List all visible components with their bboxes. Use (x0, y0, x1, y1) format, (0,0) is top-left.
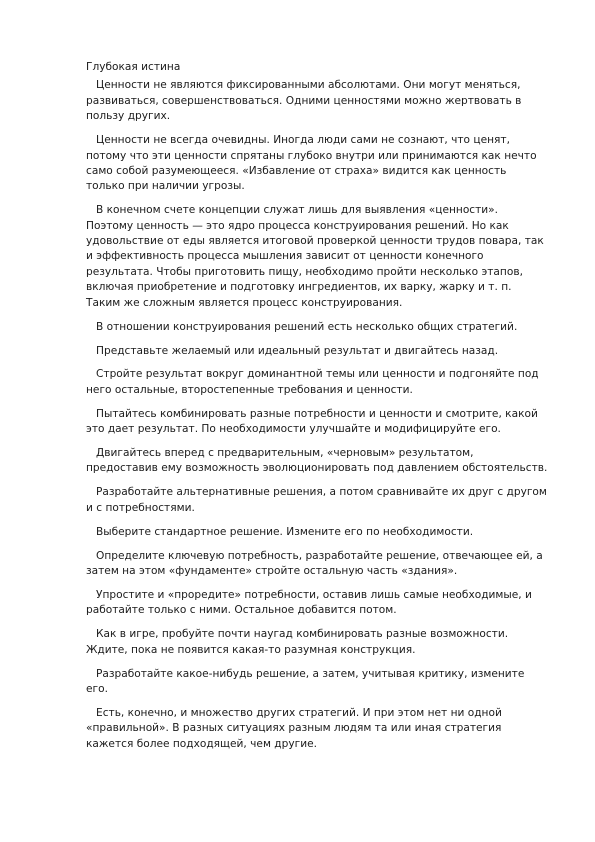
paragraph: В конечном счете концепции служат лишь для выявления «ценности». Поэтому ценность — это ядро процесса конструирования решений. Но как удовольствие от еды является итоговой проверкой ценности трудов повара, так и эффективность процесса мышления зависит от ценности конечного результата. Чтобы приготовить пищу, необходимо пройти несколько этапов, включая приобретение и подготовку ингредиентов, их варку, жарку и т. п. Таким же сложным является процесс конструирования. (86, 204, 544, 309)
paragraph: Ценности не всегда очевидны. Иногда люди сами не сознают, что ценят, потому что эти ценности спрятаны глубоко внутри или принимаются как нечто само собой разумеющееся. «Избавление от страха» видится как ценность только при наличии угрозы. (86, 134, 537, 193)
document-page (86, 60, 548, 761)
paragraph: Стройте результат вокруг доминантной темы или ценности и подгоняйте под него остальные, второстепенные требования и ценности. (86, 368, 539, 396)
paragraph: Двигайтесь вперед с предварительным, «черновым» результатом, предоставив ему возможность эволюционировать под давлением обстоятельств. (86, 447, 548, 475)
paragraph: Есть, конечно, и множество других стратегий. И при этом нет ни одной «правильной». В разных ситуациях разным людям та или иная стратегия кажется более подходящей, чем другие. (86, 706, 502, 750)
paragraph: Представьте желаемый или идеальный результат и двигайтесь назад. (96, 344, 499, 357)
paragraph: Как в игре, пробуйте почти наугад комбинировать разные возможности. Ждите, пока не появится какая-то разумная конструкция. (86, 628, 509, 656)
paragraph: Ценности не являются фиксированными абсолютами. Они могут меняться, развиваться, совершенствоваться. Одними ценностями можно жертвовать в пользу других. (86, 79, 522, 123)
paragraph: Пытайтесь комбинировать разные потребности и ценности и смотрите, какой это дает результат. По необходимости улучшайте и модифицируйте его. (86, 407, 538, 436)
paragraph: Упростите и «проредите» потребности, оставив лишь самые необходимые, и работайте только с ними. Остальное добавится потом. (86, 588, 532, 617)
paragraph: Выберите стандартное решение. Измените его по необходимости. (96, 525, 474, 538)
paragraph: Разработайте какое-нибудь решение, а затем, учитывая критику, измените его. (86, 667, 525, 695)
document-title: Глубокая истина (86, 61, 181, 73)
paragraph: Определите ключевую потребность, разработайте решение, отвечающее ей, а затем на этом «фундаменте» стройте остальную часть «здания». (86, 549, 543, 577)
paragraph: В отношении конструирования решений есть несколько общих стратегий. (96, 320, 518, 333)
paragraph: Разработайте альтернативные решения, а потом сравнивайте их друг с другом и с потребностями. (86, 486, 547, 514)
